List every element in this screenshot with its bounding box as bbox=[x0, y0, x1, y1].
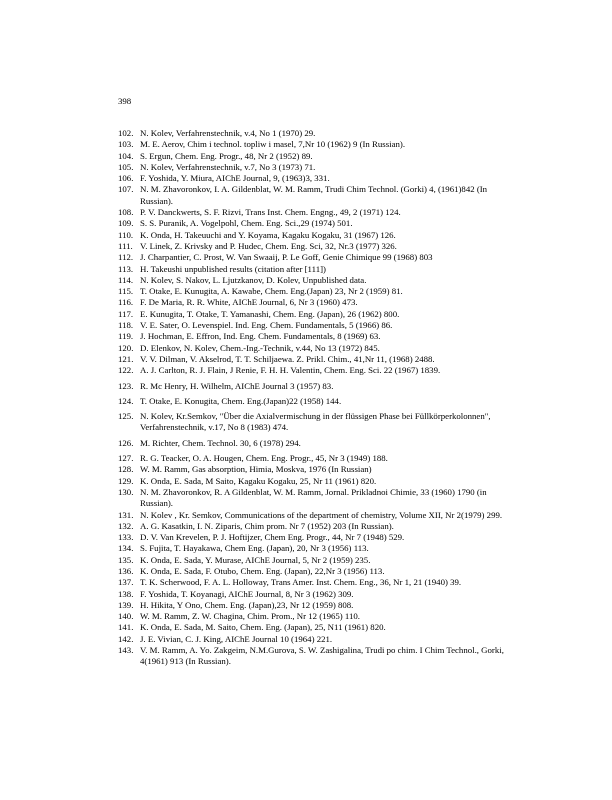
reference-number: 118. bbox=[118, 320, 134, 331]
reference-item bbox=[118, 396, 508, 407]
reference-number: 132. bbox=[118, 520, 134, 531]
reference-number: 110. bbox=[118, 229, 134, 240]
reference-text: T. Otake, E. Konugita, Chem. Eng.(Japan)22 (1958) 144. bbox=[140, 395, 342, 406]
reference-text: W. M. Ramm, Gas absorption, Himia, Moskva, 1976 (In Russian) bbox=[140, 464, 372, 475]
reference-text: M. E. Aerov, Chim i technol. topliw i masel, 7,Nr 10 (1962) 9 (In Russian). bbox=[140, 139, 406, 150]
reference-text: H. Takeushi unpublished results (citation after [111]) bbox=[140, 263, 326, 274]
reference-item bbox=[118, 173, 508, 184]
reference-number: 140. bbox=[118, 611, 134, 622]
reference-text: N. M. Zhavoronkov, I. A. Gildenblat, W. M. Ramm, Trudi Chim Technol. (Gorki) 4, (1961)842 (In Russian). bbox=[140, 184, 488, 206]
reference-text: T. Otake, E. Kunugita, A. Kawabe, Chem. Eng.(Japan) 23, Nr 2 (1959) 81. bbox=[140, 286, 403, 297]
reference-number: 130. bbox=[118, 486, 134, 497]
reference-number: 129. bbox=[118, 475, 134, 486]
reference-item bbox=[118, 297, 508, 308]
reference-text: J. Charpantier, C. Prost, W. Van Swaaij, P. Le Goff, Genie Chimique 99 (1968) 803 bbox=[140, 252, 433, 263]
reference-text: S. S. Puranik, A. Vogelpohl, Chem. Eng. Sci.,29 (1974) 501. bbox=[140, 218, 353, 229]
reference-text: K. Onda, H. Takeuuchi and Y. Koyama, Kagaku Kogaku, 31 (1967) 126. bbox=[140, 229, 396, 240]
reference-item bbox=[118, 487, 508, 510]
reference-number: 117. bbox=[118, 308, 134, 319]
reference-number: 131. bbox=[118, 509, 134, 520]
reference-text: F. Yoshida, Y. Miura, AIChE Journal, 9, (1963)3, 331. bbox=[140, 173, 330, 184]
reference-number: 107. bbox=[118, 184, 134, 195]
reference-item bbox=[118, 241, 508, 252]
reference-number: 139. bbox=[118, 599, 134, 610]
reference-text: R. G. Teacker, O. A. Hougen, Chem. Eng. Progr., 45, Nr 3 (1949) 188. bbox=[140, 453, 388, 464]
reference-number: 134. bbox=[118, 543, 134, 554]
reference-number: 143. bbox=[118, 645, 134, 656]
reference-item bbox=[118, 218, 508, 229]
reference-item bbox=[118, 184, 508, 207]
reference-item bbox=[118, 476, 508, 487]
reference-number: 104. bbox=[118, 150, 134, 161]
reference-item bbox=[118, 275, 508, 286]
reference-number: 114. bbox=[118, 274, 134, 285]
reference-text: J. Hochman, E. Effron, Ind. Eng. Chem. Fundamentals, 8 (1969) 63. bbox=[140, 331, 381, 342]
reference-text: S. Fujita, T. Hayakawa, Chem Eng. (Japan), 20, Nr 3 (1956) 113. bbox=[140, 543, 369, 554]
reference-number: 108. bbox=[118, 207, 134, 218]
reference-number: 116. bbox=[118, 297, 134, 308]
reference-text: W. M. Ramm, Z. W. Chagina, Chim. Prom., Nr 12 (1965) 110. bbox=[140, 611, 360, 622]
reference-item bbox=[118, 365, 508, 376]
reference-item bbox=[118, 207, 508, 218]
reference-text: H. Hikita, Y Ono, Chem. Eng. (Japan),23, Nr 12 (1959) 808. bbox=[140, 599, 354, 610]
reference-item bbox=[118, 381, 508, 392]
reference-number: 128. bbox=[118, 464, 134, 475]
reference-item bbox=[118, 532, 508, 543]
reference-item bbox=[118, 128, 508, 139]
reference-item bbox=[118, 622, 508, 633]
reference-number: 120. bbox=[118, 342, 134, 353]
reference-number: 138. bbox=[118, 588, 134, 599]
reference-text: N. Kolev, Verfahrenstechnik, v.7, No 3 (1973) 71. bbox=[140, 161, 316, 172]
reference-number: 142. bbox=[118, 633, 134, 644]
reference-item bbox=[118, 162, 508, 173]
reference-item bbox=[118, 555, 508, 566]
reference-text: A. J. Carlton, R. J. Flain, J Renie, F. H. H. Valentin, Chem. Eng. Sci. 22 (1967) 1839. bbox=[140, 365, 441, 376]
reference-number: 135. bbox=[118, 554, 134, 565]
reference-item bbox=[118, 453, 508, 464]
reference-number: 119. bbox=[118, 331, 134, 342]
reference-item bbox=[118, 543, 508, 554]
reference-text: D. V. Van Krevelen, P. J. Hoftijzer, Chem Eng. Progr., 44, Nr 7 (1948) 529. bbox=[140, 532, 405, 543]
reference-number: 111. bbox=[118, 240, 133, 251]
reference-text: D. Elenkov, N. Kolev, Chem.-Ing.-Technik, v.44, No 13 (1972) 845. bbox=[140, 342, 380, 353]
reference-number: 141. bbox=[118, 622, 134, 633]
reference-text: K. Onda, E. Sada, F. Otubo, Chem. Eng. (Japan), 22,Nr 3 (1956) 113. bbox=[140, 565, 385, 576]
reference-text: K. Onda, E. Sada, Y. Murase, AIChE Journal, 5, Nr 2 (1959) 235. bbox=[140, 554, 371, 565]
reference-number: 112. bbox=[118, 252, 134, 263]
reference-text: V. E. Sater, O. Levenspiel. Ind. Eng. Chem. Fundamentals, 5 (1966) 86. bbox=[140, 320, 393, 331]
reference-text: J. E. Vivian, C. J. King, AIChE Journal 10 (1964) 221. bbox=[140, 633, 333, 644]
reference-item bbox=[118, 438, 508, 449]
reference-item bbox=[118, 230, 508, 241]
reference-number: 121. bbox=[118, 353, 134, 364]
reference-number: 124. bbox=[118, 395, 134, 406]
reference-number: 136. bbox=[118, 565, 134, 576]
reference-item bbox=[118, 411, 508, 434]
reference-text: N. Kolev , Kr. Semkov, Communications of the department of chemistry, Volume XII, Nr 2(1979) 299. bbox=[140, 509, 503, 520]
reference-text: F. De Maria, R. R. White, AIChE Journal, 6, Nr 3 (1960) 473. bbox=[140, 297, 358, 308]
reference-number: 115. bbox=[118, 286, 134, 297]
page-number: 398 bbox=[118, 96, 132, 106]
reference-item bbox=[118, 264, 508, 275]
reference-item bbox=[118, 151, 508, 162]
reference-item bbox=[118, 634, 508, 645]
reference-number: 106. bbox=[118, 173, 134, 184]
reference-text: F. Yoshida, T. Koyanagi, AIChE Journal, 8, Nr 3 (1962) 309. bbox=[140, 588, 354, 599]
reference-item bbox=[118, 645, 508, 668]
reference-item bbox=[118, 566, 508, 577]
reference-number: 105. bbox=[118, 161, 134, 172]
reference-text: K. Onda, E. Sada, M. Saito, Chem. Eng. (Japan), 25, N11 (1961) 820. bbox=[140, 622, 386, 633]
reference-text: A. G. Kasatkin, I. N. Ziparis, Chim prom. Nr 7 (1952) 203 (In Russian). bbox=[140, 520, 394, 531]
reference-text: M. Richter, Chem. Technol. 30, 6 (1978) 294. bbox=[140, 437, 301, 448]
reference-text: K. Onda, E. Sada, M Saito, Kagaku Kogaku, 25, Nr 11 (1961) 820. bbox=[140, 475, 377, 486]
reference-number: 113. bbox=[118, 263, 134, 274]
reference-item bbox=[118, 510, 508, 521]
reference-number: 123. bbox=[118, 380, 134, 391]
reference-list bbox=[118, 128, 508, 668]
reference-item bbox=[118, 600, 508, 611]
reference-text: N. M. Zhavoronkov, R. A Gildenblat, W. M. Ramm, Jornal. Prikladnoi Chimie, 33 (1960) 1790 (in Russian). bbox=[140, 486, 487, 509]
reference-number: 109. bbox=[118, 218, 134, 229]
reference-number: 127. bbox=[118, 453, 134, 464]
reference-text: V. V. Dilman, V. Akselrod, T. T. Schiljaewa. Z. Prikl. Chim., 41,Nr 11, (1968) 2488. bbox=[140, 353, 435, 364]
reference-item bbox=[118, 309, 508, 320]
reference-item bbox=[118, 252, 508, 263]
reference-number: 125. bbox=[118, 411, 134, 422]
reference-number: 122. bbox=[118, 365, 134, 376]
reference-text: V. M. Ramm, A. Yo. Zakgeim, N.M.Gurova, S. W. Zashigalina, Trudi po chim. I Chim Technol., Gorki, 4(1961) 913 (In Russian). bbox=[140, 645, 504, 667]
reference-number: 102. bbox=[118, 128, 134, 138]
reference-item bbox=[118, 589, 508, 600]
reference-text: N. Kolev, Verfahrenstechnik, v.4, No 1 (1970) 29. bbox=[140, 128, 316, 138]
reference-item bbox=[118, 464, 508, 475]
reference-item bbox=[118, 354, 508, 365]
reference-item bbox=[118, 139, 508, 150]
reference-item bbox=[118, 577, 508, 588]
reference-number: 103. bbox=[118, 139, 134, 150]
reference-text: T. K. Scherwood, F. A. L. Holloway, Trans Amer. Inst. Chem. Eng., 36, Nr 1, 21 (1940) 39. bbox=[140, 577, 462, 588]
reference-number: 137. bbox=[118, 577, 134, 588]
reference-item bbox=[118, 286, 508, 297]
reference-text: V. Linek, Z. Krivsky and P. Hudec, Chem. Eng. Sci, 32, Nr.3 (1977) 326. bbox=[140, 240, 397, 251]
reference-text: N. Kolev, S. Nakov, L. Ljutzkanov, D. Kolev, Unpublished data. bbox=[140, 274, 367, 285]
reference-text: R. Mc Henry, H. Wilhelm, AIChE Journal 3 (1957) 83. bbox=[140, 380, 334, 391]
reference-number: 133. bbox=[118, 532, 134, 543]
reference-item bbox=[118, 521, 508, 532]
reference-text: N. Kolev, Kr.Semkov, "Über die Axialvermischung in der flüssigen Phase bei Füllkörperkolonnen", Verfahrenstechnik, v.17, No 8 (1983) 474. bbox=[140, 411, 491, 433]
reference-item bbox=[118, 320, 508, 331]
reference-text: E. Kunugita, T. Otake, T. Yamanashi, Chem. Eng. (Japan), 26 (1962) 800. bbox=[140, 308, 400, 319]
reference-item bbox=[118, 331, 508, 342]
reference-item bbox=[118, 343, 508, 354]
reference-item bbox=[118, 611, 508, 622]
reference-number: 126. bbox=[118, 437, 134, 448]
reference-text: P. V. Danckwerts, S. F. Rizvi, Trans Inst. Chem. Engng., 49, 2 (1971) 124. bbox=[140, 207, 401, 218]
reference-text: S. Ergun, Chem. Eng. Progr., 48, Nr 2 (1952) 89. bbox=[140, 150, 313, 161]
